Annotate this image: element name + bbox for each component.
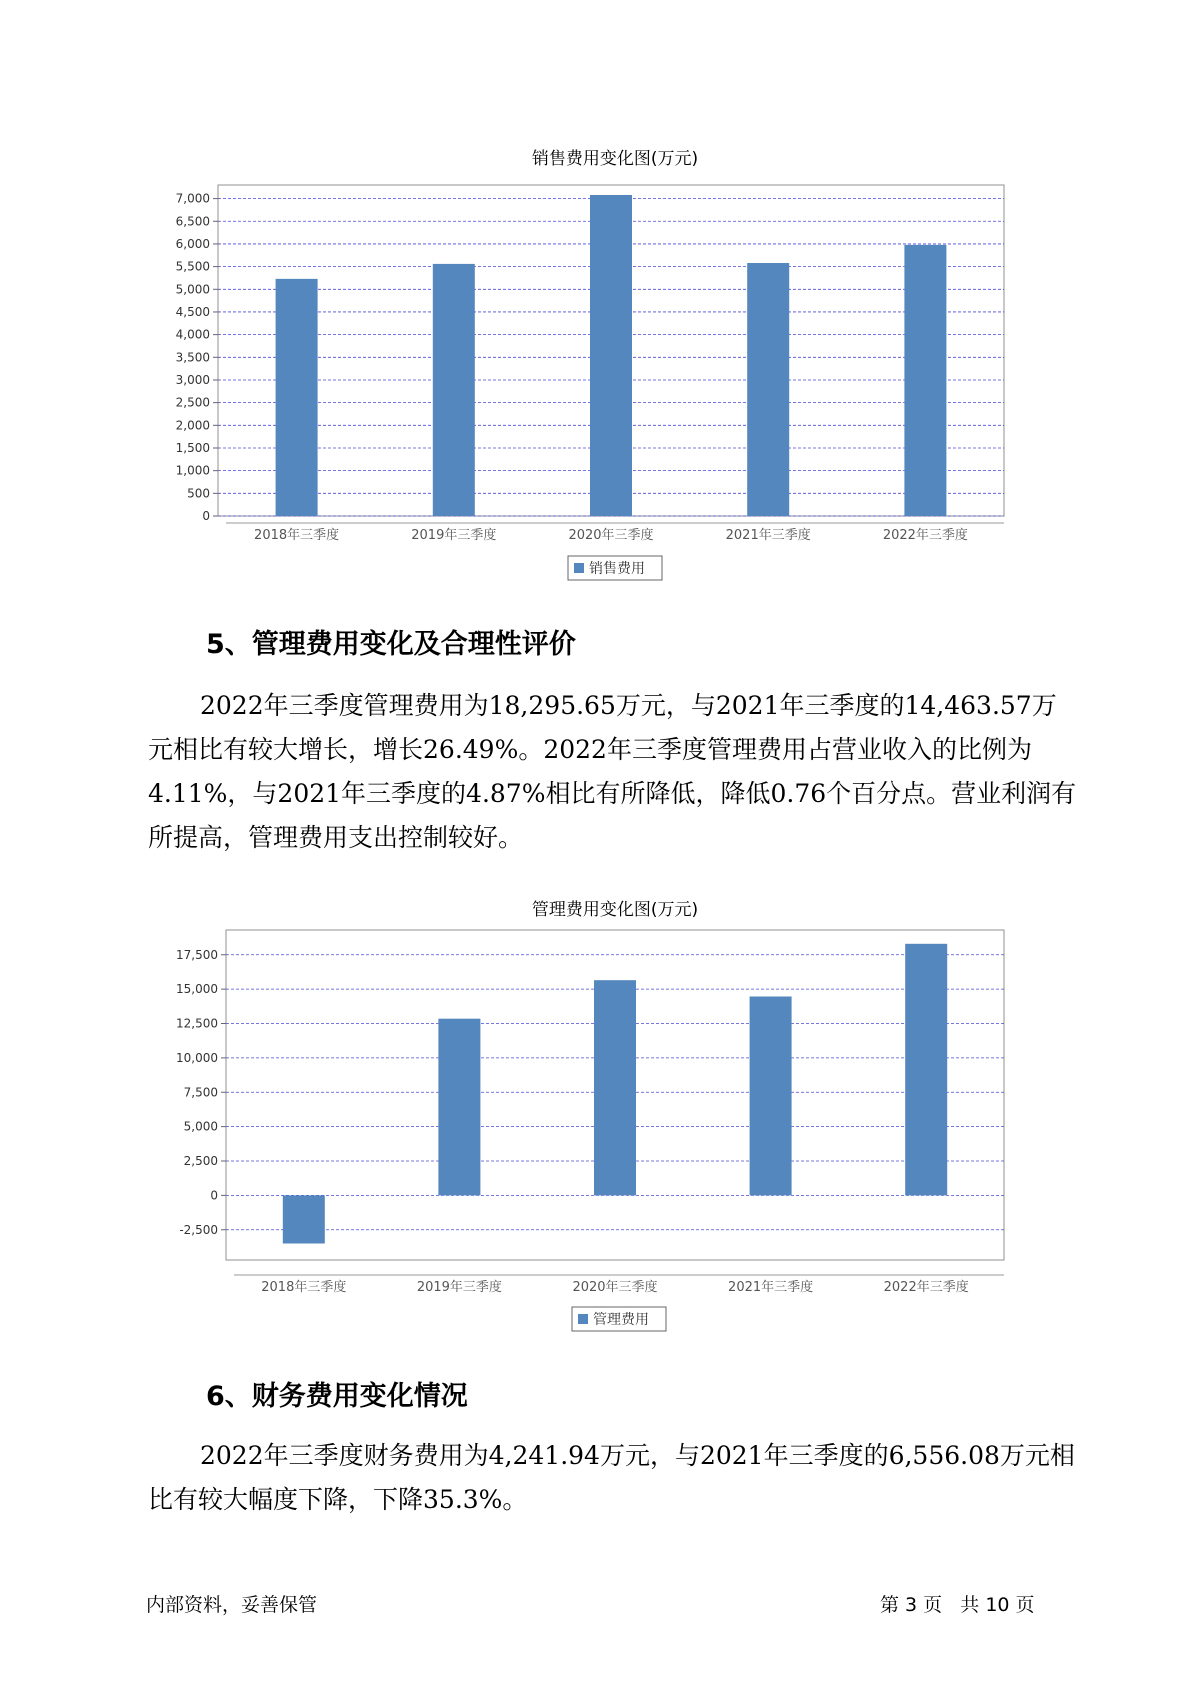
y-tick-label: -2,500 [179,1222,218,1237]
y-tick-label: 1,000 [175,463,210,478]
y-tick-label: 3,500 [175,350,210,365]
y-tick-label: 1,500 [175,440,210,455]
y-tick-label: 0 [210,1188,218,1203]
y-tick-label: 4,000 [175,327,210,342]
legend-swatch [578,1314,588,1324]
y-tick-label: 2,000 [175,418,210,433]
y-tick-label: 10,000 [176,1050,218,1065]
x-tick-label: 2020年三季度 [568,528,654,543]
x-tick-label: 2021年三季度 [728,1280,814,1295]
footer-confidential: 内部资料，妥善保管 [146,1594,318,1616]
bar [283,1195,325,1243]
y-tick-label: 0 [202,509,210,523]
x-tick-label: 2020年三季度 [572,1280,658,1295]
y-tick-label: 7,000 [175,191,210,206]
y-tick-label: 3,000 [175,372,210,387]
x-tick-label: 2022年三季度 [882,528,968,543]
x-tick-label: 2019年三季度 [416,1280,502,1295]
bar [438,1019,480,1196]
section6-heading: 6、财务费用变化情况 [206,1381,468,1412]
y-tick-label: 17,500 [176,947,218,962]
y-tick-label: 15,000 [176,982,218,997]
footer-page-number: 第 3 页 共 10 页 [880,1594,1035,1616]
y-tick-label: 5,000 [183,1119,218,1134]
chart2-title: 管理费用变化图(万元) [531,900,699,920]
section6-paragraph: 2022年三季度财务费用为4,241.94万元，与2021年三季度的6,556.08万元相比有较大幅度下降，下降35.3%。 [148,1441,1075,1514]
legend-label: 管理费用 [593,1312,649,1328]
x-tick-label: 2018年三季度 [254,528,340,543]
x-tick-label: 2022年三季度 [883,1280,969,1295]
y-tick-label: 2,500 [183,1154,218,1168]
bar [594,980,636,1195]
x-tick-label: 2018年三季度 [261,1280,347,1295]
y-tick-label: 12,500 [176,1016,218,1031]
y-tick-label: 7,500 [183,1085,218,1100]
y-tick-label: 6,500 [175,214,210,229]
y-tick-label: 5,500 [175,259,210,274]
x-tick-label: 2019年三季度 [411,528,497,543]
section5-heading: 5、管理费用变化及合理性评价 [206,629,576,660]
y-tick-label: 6,000 [175,236,210,251]
y-tick-label: 4,500 [175,304,210,319]
chart1-title: 销售费用变化图(万元) [531,149,699,169]
y-tick-label: 2,500 [175,395,210,410]
y-tick-label: 5,000 [175,282,210,297]
legend-label: 销售费用 [589,561,645,577]
bar [750,997,792,1196]
y-tick-label: 500 [187,486,210,501]
section5-paragraph: 2022年三季度管理费用为18,295.65万元，与2021年三季度的14,463.57万元相比有较大增长，增长26.49%。2022年三季度管理费用占营业收入的比例为4.11%，与2021年三季度的4.87%相比有所降低，降低0.76个百分点。营业利润有所提高，管理费用支出控制较好。 [148,691,1077,852]
x-tick-label: 2021年三季度 [725,528,811,543]
bar [905,944,947,1196]
